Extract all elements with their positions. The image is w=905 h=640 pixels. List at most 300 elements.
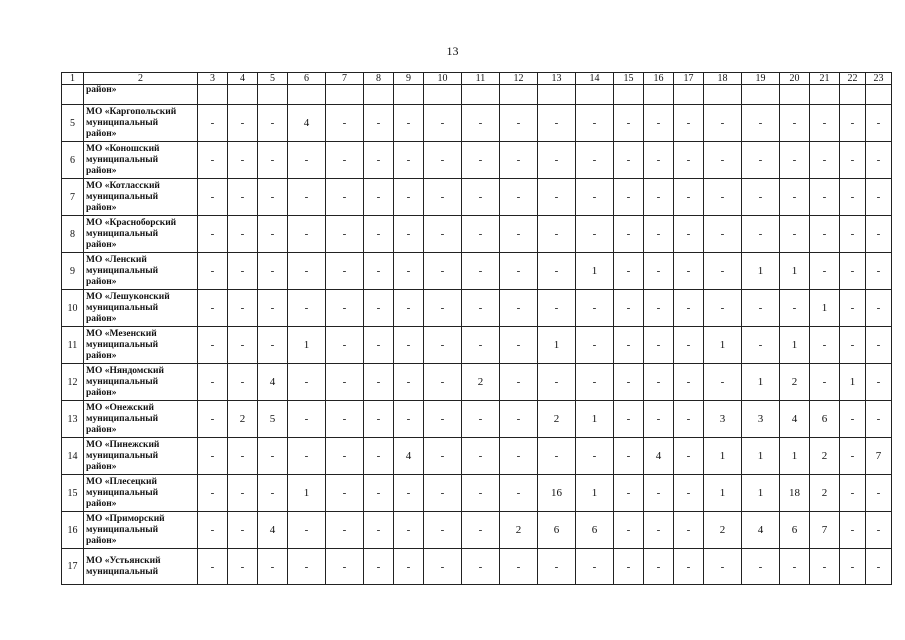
value-cell: - <box>704 549 742 585</box>
column-header: 2 <box>84 73 198 85</box>
value-cell: - <box>810 253 840 290</box>
municipality-name: МО «Ленский муниципальный район» <box>84 253 198 290</box>
municipality-name: МО «Мезенский муниципальный район» <box>84 327 198 364</box>
column-header: 13 <box>538 73 576 85</box>
value-cell: - <box>866 401 892 438</box>
value-cell: 1 <box>704 327 742 364</box>
value-cell: - <box>258 327 288 364</box>
value-cell: - <box>258 475 288 512</box>
value-cell: 1 <box>576 401 614 438</box>
value-cell: - <box>644 327 674 364</box>
value-cell: 1 <box>288 327 326 364</box>
row-number: 12 <box>62 364 84 401</box>
value-cell: - <box>288 290 326 327</box>
value-cell: - <box>288 438 326 475</box>
value-cell: 4 <box>258 364 288 401</box>
value-cell: - <box>644 364 674 401</box>
value-cell: - <box>198 290 228 327</box>
value-cell: - <box>424 512 462 549</box>
value-cell: 7 <box>866 438 892 475</box>
value-cell: - <box>810 142 840 179</box>
row-number: 14 <box>62 438 84 475</box>
value-cell: - <box>614 142 644 179</box>
value-cell: - <box>394 549 424 585</box>
value-cell: - <box>288 253 326 290</box>
value-cell: - <box>364 364 394 401</box>
column-header: 11 <box>462 73 500 85</box>
municipality-name: МО «Коношский муниципальный район» <box>84 142 198 179</box>
value-cell: - <box>258 216 288 253</box>
value-cell: - <box>644 401 674 438</box>
value-cell: - <box>742 179 780 216</box>
value-cell: 1 <box>288 475 326 512</box>
value-cell: - <box>674 512 704 549</box>
value-cell: 6 <box>538 512 576 549</box>
value-cell: - <box>614 327 644 364</box>
value-cell <box>394 85 424 105</box>
value-cell: - <box>394 475 424 512</box>
column-header: 7 <box>326 73 364 85</box>
value-cell: - <box>198 438 228 475</box>
value-cell: 1 <box>704 438 742 475</box>
value-cell: - <box>614 253 644 290</box>
row-number: 6 <box>62 142 84 179</box>
value-cell: - <box>866 327 892 364</box>
municipality-name: МО «Красноборский муниципальный район» <box>84 216 198 253</box>
table-row <box>62 364 892 401</box>
value-cell: - <box>576 216 614 253</box>
value-cell <box>258 85 288 105</box>
value-cell: 4 <box>394 438 424 475</box>
column-header: 17 <box>674 73 704 85</box>
value-cell: - <box>866 475 892 512</box>
value-cell <box>866 85 892 105</box>
value-cell <box>644 85 674 105</box>
value-cell: - <box>704 179 742 216</box>
value-cell: - <box>198 105 228 142</box>
row-number: 11 <box>62 327 84 364</box>
value-cell: - <box>742 290 780 327</box>
value-cell: 2 <box>704 512 742 549</box>
value-cell: - <box>780 105 810 142</box>
value-cell: - <box>810 105 840 142</box>
value-cell: 1 <box>704 475 742 512</box>
header-row <box>62 73 892 85</box>
value-cell: - <box>866 512 892 549</box>
value-cell: - <box>228 438 258 475</box>
value-cell: - <box>424 179 462 216</box>
value-cell: - <box>674 253 704 290</box>
value-cell: - <box>364 216 394 253</box>
value-cell: - <box>288 216 326 253</box>
value-cell: - <box>538 179 576 216</box>
value-cell: - <box>394 364 424 401</box>
value-cell: 1 <box>538 327 576 364</box>
value-cell: - <box>198 549 228 585</box>
value-cell: - <box>866 216 892 253</box>
municipality-name: МО «Каргопольский муниципальный район» <box>84 105 198 142</box>
value-cell: - <box>424 438 462 475</box>
column-header: 16 <box>644 73 674 85</box>
value-cell: - <box>288 549 326 585</box>
table-row <box>62 85 892 105</box>
value-cell: - <box>674 142 704 179</box>
value-cell: 6 <box>810 401 840 438</box>
value-cell: - <box>810 549 840 585</box>
value-cell: - <box>424 105 462 142</box>
municipality-name: МО «Онежский муниципальный район» <box>84 401 198 438</box>
value-cell: - <box>326 216 364 253</box>
value-cell: - <box>288 512 326 549</box>
value-cell: - <box>500 549 538 585</box>
value-cell: - <box>538 105 576 142</box>
value-cell: - <box>644 475 674 512</box>
value-cell: - <box>228 549 258 585</box>
value-cell <box>500 85 538 105</box>
value-cell: 2 <box>500 512 538 549</box>
value-cell: - <box>866 179 892 216</box>
value-cell: 2 <box>810 438 840 475</box>
value-cell: - <box>742 105 780 142</box>
value-cell: - <box>364 401 394 438</box>
row-number: 17 <box>62 549 84 585</box>
value-cell: - <box>288 364 326 401</box>
value-cell: - <box>674 549 704 585</box>
value-cell: - <box>394 179 424 216</box>
value-cell: - <box>326 401 364 438</box>
value-cell: - <box>462 105 500 142</box>
value-cell: - <box>538 438 576 475</box>
value-cell <box>228 85 258 105</box>
value-cell: 1 <box>840 364 866 401</box>
row-number: 10 <box>62 290 84 327</box>
municipality-name: МО «Котласский муниципальный район» <box>84 179 198 216</box>
column-header: 15 <box>614 73 644 85</box>
value-cell: - <box>780 142 810 179</box>
value-cell: - <box>674 105 704 142</box>
value-cell: 6 <box>780 512 810 549</box>
value-cell: - <box>704 364 742 401</box>
value-cell: - <box>576 179 614 216</box>
value-cell: - <box>500 253 538 290</box>
value-cell: 1 <box>742 438 780 475</box>
value-cell: - <box>424 253 462 290</box>
value-cell: - <box>644 290 674 327</box>
value-cell: - <box>780 216 810 253</box>
value-cell: - <box>228 364 258 401</box>
value-cell: - <box>538 290 576 327</box>
value-cell: - <box>840 105 866 142</box>
value-cell: - <box>704 290 742 327</box>
value-cell: 2 <box>538 401 576 438</box>
value-cell: - <box>742 549 780 585</box>
value-cell: - <box>674 438 704 475</box>
value-cell: - <box>424 549 462 585</box>
value-cell: 4 <box>644 438 674 475</box>
value-cell: - <box>866 253 892 290</box>
value-cell <box>364 85 394 105</box>
table-row <box>62 512 892 549</box>
value-cell: - <box>424 142 462 179</box>
table-row <box>62 327 892 364</box>
value-cell: - <box>228 475 258 512</box>
table-row <box>62 290 892 327</box>
value-cell: - <box>198 364 228 401</box>
row-number <box>62 85 84 105</box>
value-cell: - <box>704 216 742 253</box>
column-header: 12 <box>500 73 538 85</box>
value-cell: - <box>780 290 810 327</box>
value-cell: - <box>326 512 364 549</box>
value-cell <box>840 85 866 105</box>
value-cell: - <box>198 327 228 364</box>
value-cell: - <box>500 216 538 253</box>
value-cell: 16 <box>538 475 576 512</box>
value-cell: 4 <box>288 105 326 142</box>
value-cell: - <box>394 512 424 549</box>
value-cell: 6 <box>576 512 614 549</box>
value-cell: - <box>614 290 644 327</box>
table-row <box>62 142 892 179</box>
value-cell: - <box>228 216 258 253</box>
value-cell: - <box>840 475 866 512</box>
row-number: 5 <box>62 105 84 142</box>
municipality-name: МО «Плесецкий муниципальный район» <box>84 475 198 512</box>
value-cell <box>326 85 364 105</box>
value-cell: - <box>576 142 614 179</box>
row-number: 7 <box>62 179 84 216</box>
column-header: 3 <box>198 73 228 85</box>
column-header: 21 <box>810 73 840 85</box>
value-cell: - <box>840 512 866 549</box>
value-cell <box>742 85 780 105</box>
value-cell: - <box>644 105 674 142</box>
value-cell: 1 <box>576 253 614 290</box>
table-row <box>62 401 892 438</box>
column-header: 23 <box>866 73 892 85</box>
value-cell: - <box>394 105 424 142</box>
value-cell: - <box>462 253 500 290</box>
value-cell: - <box>866 364 892 401</box>
value-cell: - <box>538 253 576 290</box>
value-cell: - <box>364 549 394 585</box>
value-cell: - <box>500 290 538 327</box>
value-cell: - <box>288 401 326 438</box>
row-number: 8 <box>62 216 84 253</box>
value-cell: - <box>424 216 462 253</box>
value-cell <box>462 85 500 105</box>
value-cell: - <box>364 475 394 512</box>
table-row <box>62 549 892 585</box>
value-cell: - <box>258 105 288 142</box>
column-header: 20 <box>780 73 810 85</box>
column-header: 19 <box>742 73 780 85</box>
value-cell: - <box>462 401 500 438</box>
value-cell: - <box>258 290 288 327</box>
value-cell: - <box>866 105 892 142</box>
row-number: 15 <box>62 475 84 512</box>
value-cell: 4 <box>258 512 288 549</box>
value-cell: - <box>674 179 704 216</box>
value-cell: 3 <box>704 401 742 438</box>
column-header: 8 <box>364 73 394 85</box>
value-cell: - <box>704 142 742 179</box>
table-row <box>62 253 892 290</box>
table-row <box>62 179 892 216</box>
value-cell: - <box>326 327 364 364</box>
value-cell: - <box>326 475 364 512</box>
value-cell: - <box>500 327 538 364</box>
value-cell: - <box>258 179 288 216</box>
column-header: 6 <box>288 73 326 85</box>
table-row <box>62 438 892 475</box>
value-cell: - <box>288 142 326 179</box>
value-cell: - <box>364 327 394 364</box>
value-cell: - <box>644 549 674 585</box>
value-cell: - <box>364 290 394 327</box>
value-cell: - <box>674 327 704 364</box>
municipality-name: МО «Приморский муниципальный район» <box>84 512 198 549</box>
row-number: 13 <box>62 401 84 438</box>
value-cell: - <box>500 105 538 142</box>
column-header: 9 <box>394 73 424 85</box>
page-number: 13 <box>446 44 459 58</box>
value-cell: - <box>742 216 780 253</box>
value-cell: - <box>394 216 424 253</box>
value-cell: - <box>326 142 364 179</box>
value-cell: - <box>614 364 644 401</box>
value-cell: - <box>228 105 258 142</box>
column-header: 10 <box>424 73 462 85</box>
value-cell: - <box>840 290 866 327</box>
value-cell: - <box>644 216 674 253</box>
value-cell: - <box>840 179 866 216</box>
value-cell: - <box>840 327 866 364</box>
value-cell: - <box>866 142 892 179</box>
value-cell: - <box>394 142 424 179</box>
value-cell: 1 <box>810 290 840 327</box>
municipality-name: МО «Лешуконский муниципальный район» <box>84 290 198 327</box>
value-cell: 3 <box>742 401 780 438</box>
value-cell: - <box>538 216 576 253</box>
data-table <box>61 72 892 585</box>
value-cell: 5 <box>258 401 288 438</box>
value-cell: 7 <box>810 512 840 549</box>
value-cell: - <box>840 253 866 290</box>
value-cell: - <box>614 475 644 512</box>
value-cell: - <box>500 364 538 401</box>
value-cell <box>576 85 614 105</box>
value-cell: - <box>614 105 644 142</box>
value-cell: - <box>742 142 780 179</box>
value-cell <box>538 85 576 105</box>
value-cell: - <box>258 253 288 290</box>
value-cell: - <box>364 179 394 216</box>
municipality-name: МО «Пинежский муниципальный район» <box>84 438 198 475</box>
value-cell: - <box>644 512 674 549</box>
table-row <box>62 475 892 512</box>
value-cell: - <box>614 438 644 475</box>
value-cell: - <box>644 179 674 216</box>
value-cell: 2 <box>462 364 500 401</box>
value-cell: - <box>326 179 364 216</box>
value-cell: - <box>866 549 892 585</box>
value-cell: - <box>198 142 228 179</box>
value-cell: - <box>674 475 704 512</box>
value-cell: - <box>614 216 644 253</box>
value-cell: - <box>614 549 644 585</box>
value-cell: - <box>500 475 538 512</box>
value-cell: - <box>364 512 394 549</box>
value-cell: - <box>198 253 228 290</box>
value-cell: - <box>576 438 614 475</box>
value-cell: - <box>462 512 500 549</box>
value-cell <box>810 85 840 105</box>
value-cell: - <box>674 290 704 327</box>
value-cell: 1 <box>780 253 810 290</box>
value-cell: - <box>462 438 500 475</box>
value-cell: - <box>576 364 614 401</box>
value-cell: 2 <box>228 401 258 438</box>
value-cell: - <box>258 549 288 585</box>
value-cell <box>198 85 228 105</box>
value-cell: - <box>394 327 424 364</box>
value-cell: - <box>462 549 500 585</box>
value-cell: - <box>576 290 614 327</box>
value-cell: 1 <box>742 364 780 401</box>
value-cell <box>780 85 810 105</box>
value-cell: - <box>326 290 364 327</box>
value-cell: - <box>228 179 258 216</box>
value-cell: - <box>364 253 394 290</box>
value-cell: - <box>424 475 462 512</box>
value-cell: - <box>228 512 258 549</box>
value-cell: - <box>288 179 326 216</box>
value-cell: - <box>326 438 364 475</box>
value-cell: - <box>674 401 704 438</box>
value-cell: - <box>780 179 810 216</box>
municipality-name: МО «Устьянский муниципальный <box>84 549 198 585</box>
table-row <box>62 216 892 253</box>
value-cell: - <box>462 179 500 216</box>
value-cell: - <box>198 512 228 549</box>
municipality-name: МО «Няндомский муниципальный район» <box>84 364 198 401</box>
municipality-name: район» <box>84 85 198 105</box>
column-header: 14 <box>576 73 614 85</box>
value-cell: - <box>576 549 614 585</box>
value-cell: - <box>228 290 258 327</box>
column-header: 5 <box>258 73 288 85</box>
value-cell: - <box>614 401 644 438</box>
value-cell: - <box>198 179 228 216</box>
value-cell: - <box>500 142 538 179</box>
value-cell: - <box>704 253 742 290</box>
value-cell: - <box>364 142 394 179</box>
value-cell: - <box>364 105 394 142</box>
value-cell <box>614 85 644 105</box>
value-cell: - <box>810 364 840 401</box>
value-cell: - <box>198 475 228 512</box>
value-cell: 1 <box>742 475 780 512</box>
column-header: 4 <box>228 73 258 85</box>
value-cell: - <box>462 475 500 512</box>
value-cell: - <box>674 216 704 253</box>
value-cell: - <box>576 105 614 142</box>
value-cell: - <box>228 142 258 179</box>
column-header: 18 <box>704 73 742 85</box>
value-cell: - <box>500 401 538 438</box>
value-cell: - <box>228 253 258 290</box>
